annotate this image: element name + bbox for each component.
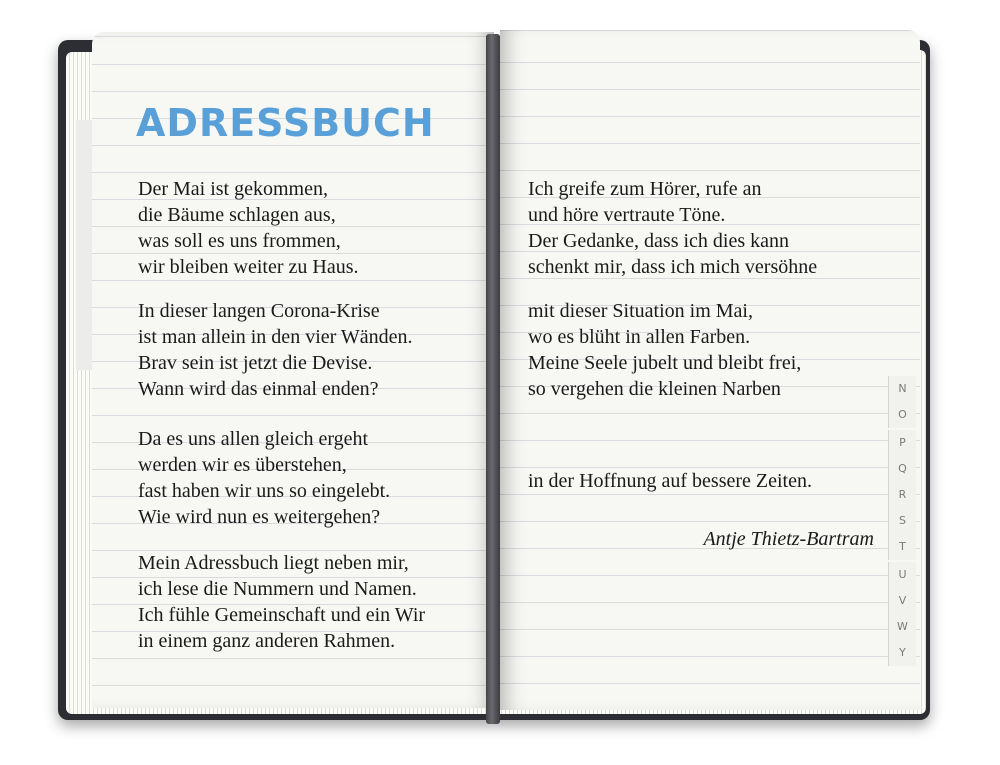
poem-line: was soll es uns frommen, xyxy=(138,230,341,252)
index-tab[interactable]: Y xyxy=(888,640,916,666)
poem-line: fast haben wir uns so eingelebt. xyxy=(138,480,391,502)
alphabet-index-tabs xyxy=(882,376,920,686)
poem-line: und höre vertraute Töne. xyxy=(528,204,726,226)
poem-line: wo es blüht in allen Farben. xyxy=(528,326,751,348)
index-tab[interactable]: W xyxy=(888,614,916,640)
poem-line: Brav sein ist jetzt die Devise. xyxy=(138,352,373,374)
index-tab[interactable]: U xyxy=(888,562,916,588)
index-tab[interactable]: N xyxy=(888,376,916,402)
poem-line: Der Gedanke, dass ich dies kann xyxy=(528,230,790,252)
index-tab[interactable]: R xyxy=(888,482,916,508)
book-spine xyxy=(486,34,500,724)
stanza-left-2 xyxy=(138,298,413,402)
index-tab[interactable]: P xyxy=(888,430,916,456)
stanza-left-1 xyxy=(138,176,358,280)
poem-line: mit dieser Situation im Mai, xyxy=(528,300,753,322)
poem-line: in einem ganz anderen Rahmen. xyxy=(138,630,396,652)
author-signature: Antje Thietz-Bartram xyxy=(703,528,874,550)
stanza-right-3 xyxy=(528,468,812,494)
index-tab[interactable]: O xyxy=(888,402,916,428)
poem-line: ist man allein in den vier Wänden. xyxy=(138,326,413,348)
poem-line: schenkt mir, dass ich mich versöhne xyxy=(528,256,818,278)
stanza-left-4 xyxy=(138,550,425,654)
poem-line: Mein Adressbuch liegt neben mir, xyxy=(138,552,409,574)
poem-line: ich lese die Nummern und Namen. xyxy=(138,578,417,600)
poem-line: werden wir es überstehen, xyxy=(138,454,347,476)
page-title: ADRESSBUCH xyxy=(136,101,435,145)
poem-line: Da es uns allen gleich ergeht xyxy=(138,428,369,450)
stanza-right-2 xyxy=(528,298,801,402)
index-tab[interactable]: Q xyxy=(888,456,916,482)
poem-line: in der Hoffnung auf bessere Zeiten. xyxy=(528,470,812,492)
index-tab[interactable]: S xyxy=(888,508,916,534)
poem-line: In dieser langen Corona-Krise xyxy=(138,300,380,322)
stanza-right-1 xyxy=(528,176,817,280)
poem-line: die Bäume schlagen aus, xyxy=(138,204,336,226)
poem-line: so vergehen die kleinen Narben xyxy=(528,378,781,400)
poem-line: Ich fühle Gemeinschaft und ein Wir xyxy=(138,604,426,626)
poem-line: wir bleiben weiter zu Haus. xyxy=(138,256,359,278)
index-tab[interactable]: T xyxy=(888,534,916,560)
poem-line: Wann wird das einmal enden? xyxy=(138,378,379,400)
poem-line: Ich greife zum Hörer, rufe an xyxy=(528,178,762,200)
poem-line: Wie wird nun es weitergehen? xyxy=(138,506,381,528)
index-tab[interactable]: V xyxy=(888,588,916,614)
poem-line: Der Mai ist gekommen, xyxy=(138,178,328,200)
stanza-left-3 xyxy=(138,426,390,530)
poem-line: Meine Seele jubelt und bleibt frei, xyxy=(528,352,802,374)
